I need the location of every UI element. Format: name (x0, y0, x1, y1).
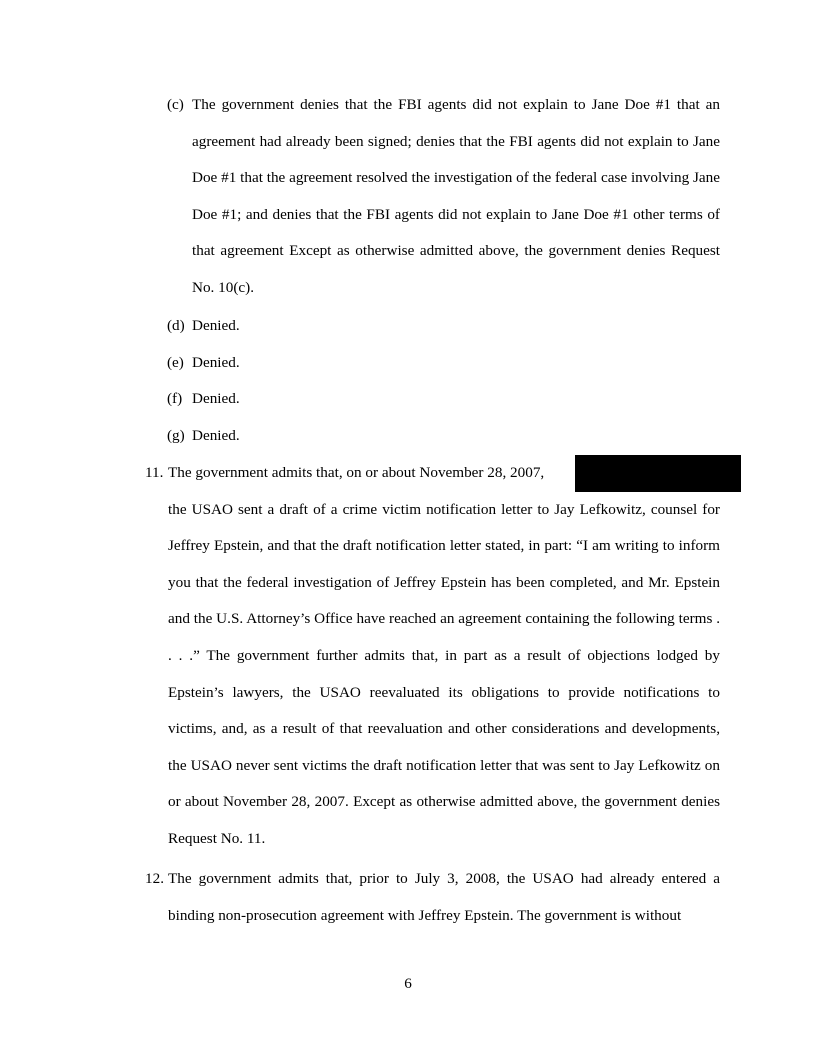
subitem-g-label: (g) (167, 427, 185, 444)
subitem-f (167, 381, 720, 418)
redaction-block (575, 455, 741, 492)
subitem-f-text: Denied. (192, 390, 240, 407)
subitem-c (167, 87, 720, 307)
subitem-e-text: Denied. (192, 354, 240, 371)
subitem-g-text: Denied. (192, 427, 240, 444)
paragraph-12-text: The government admits that, prior to July 3, 2008, the USAO had already entered a binding non-prosecution agreement with Jeffrey Epstein. The government is without (168, 870, 720, 924)
paragraph-12 (145, 861, 720, 934)
subitem-f-label: (f) (167, 390, 183, 407)
subitem-g (167, 418, 720, 455)
paragraph-11 (145, 455, 720, 858)
subitem-d (167, 308, 720, 345)
paragraph-11-text: the USAO sent a draft of a crime victim notification letter to Jay Lefkowitz, counsel for Jeffrey Epstein, and that the draft notification letter stated, in part: “I am writing to inform you that the federal investigation of Jeffrey Epstein has been completed, and Mr. Epstein and the U.S. Attorney’s Office have reached an agreement containing the following terms . . . .” The government further admits that, in part as a result of objections lodged by Epstein’s lawyers, the USAO reevaluated its obligations to provide notifications to victims, and, as a result of that reevaluation and other considerations and developments, the USAO never sent victims the draft notification letter that was sent to Jay Lefkowitz on or about November 28, 2007. Except as otherwise admitted above, the government denies Request No. 11. (168, 500, 720, 847)
paragraph-11-body (168, 455, 720, 858)
subitem-d-text: Denied. (192, 317, 240, 334)
subitem-c-label: (c) (167, 96, 184, 113)
subitem-c-text: The government denies that the FBI agents did not explain to Jane Doe #1 that an agreement had already been signed; denies that the FBI agents did not explain to Jane Doe #1 that the agreement resolved the investigation of the federal case involving Jane Doe #1; and denies that the FBI agents did not explain to Jane Doe #1 other terms of that agreement Except as otherwise admitted above, the government denies Request No. 10(c). (192, 96, 720, 296)
subitem-e-label: (e) (167, 354, 184, 371)
subitem-e (167, 345, 720, 382)
paragraph-11-number: 11. (145, 464, 164, 481)
paragraph-12-number: 12. (145, 870, 164, 887)
paragraph-11-first-line: The government admits that, on or about November 28, 2007, (168, 464, 545, 481)
subitem-d-label: (d) (167, 317, 185, 334)
page-number: 6 (404, 975, 412, 992)
